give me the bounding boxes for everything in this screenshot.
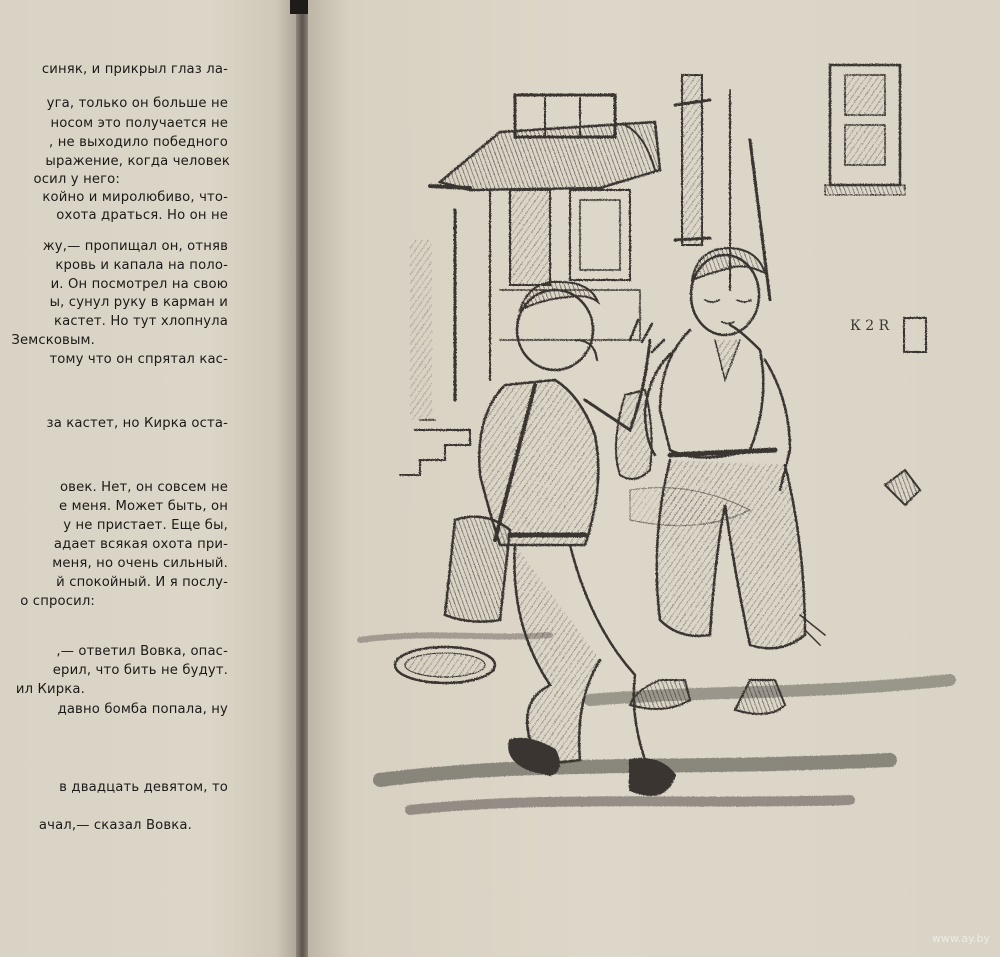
watermark: www.ay.by (931, 932, 990, 945)
text-line: меня, но очень сильный. (52, 556, 228, 571)
text-line: ерил, что бить не будут. (52, 663, 228, 678)
text-line: носом это получается не (50, 116, 228, 131)
text-line: ыражение, когда человек (45, 154, 230, 169)
text-line: й спокойный. И я послу- (56, 575, 228, 590)
text-line: осил у него: (33, 172, 120, 187)
text-line: Земсковым. (11, 333, 95, 348)
text-line: уга, только он больше не (46, 96, 228, 111)
text-line: адает всякая охота при- (53, 537, 228, 552)
signature-text: К 2 R (850, 318, 890, 334)
text-line: в двадцать девятом, то (59, 780, 228, 795)
sketch-illustration (330, 40, 970, 880)
text-line: е меня. Может быть, он (59, 499, 228, 514)
text-line: , не выходило победного (49, 135, 228, 150)
text-line: койно и миролюбиво, что- (42, 190, 228, 205)
artist-signature (850, 318, 890, 334)
text-line: синяк, и прикрыл глаз ла- (41, 62, 228, 77)
text-line: ил Кирка. (15, 682, 85, 697)
text-line: жу,— пропищал он, отняв (42, 239, 228, 254)
text-line: овек. Нет, он совсем не (59, 480, 228, 495)
text-line: кровь и капала на поло- (55, 258, 228, 273)
text-line: у не пристает. Еще бы, (63, 518, 228, 533)
text-line: и. Он посмотрел на свою (50, 277, 228, 292)
text-line: ,— ответил Вовка, опас- (56, 644, 228, 659)
text-line: кастет. Но тут хлопнула (53, 314, 228, 329)
text-line: охота драться. Но он не (56, 208, 228, 223)
text-line: ы, сунул руку в карман и (49, 295, 228, 310)
left-page (0, 0, 300, 957)
text-line: о спросил: (20, 594, 95, 609)
text-line: за кастет, но Кирка оста- (46, 416, 228, 431)
text-line: давно бомба попала, ну (57, 702, 228, 717)
text-line: ачал,— сказал Вовка. (38, 818, 192, 833)
text-line: тому что он спрятал кас- (49, 352, 228, 367)
